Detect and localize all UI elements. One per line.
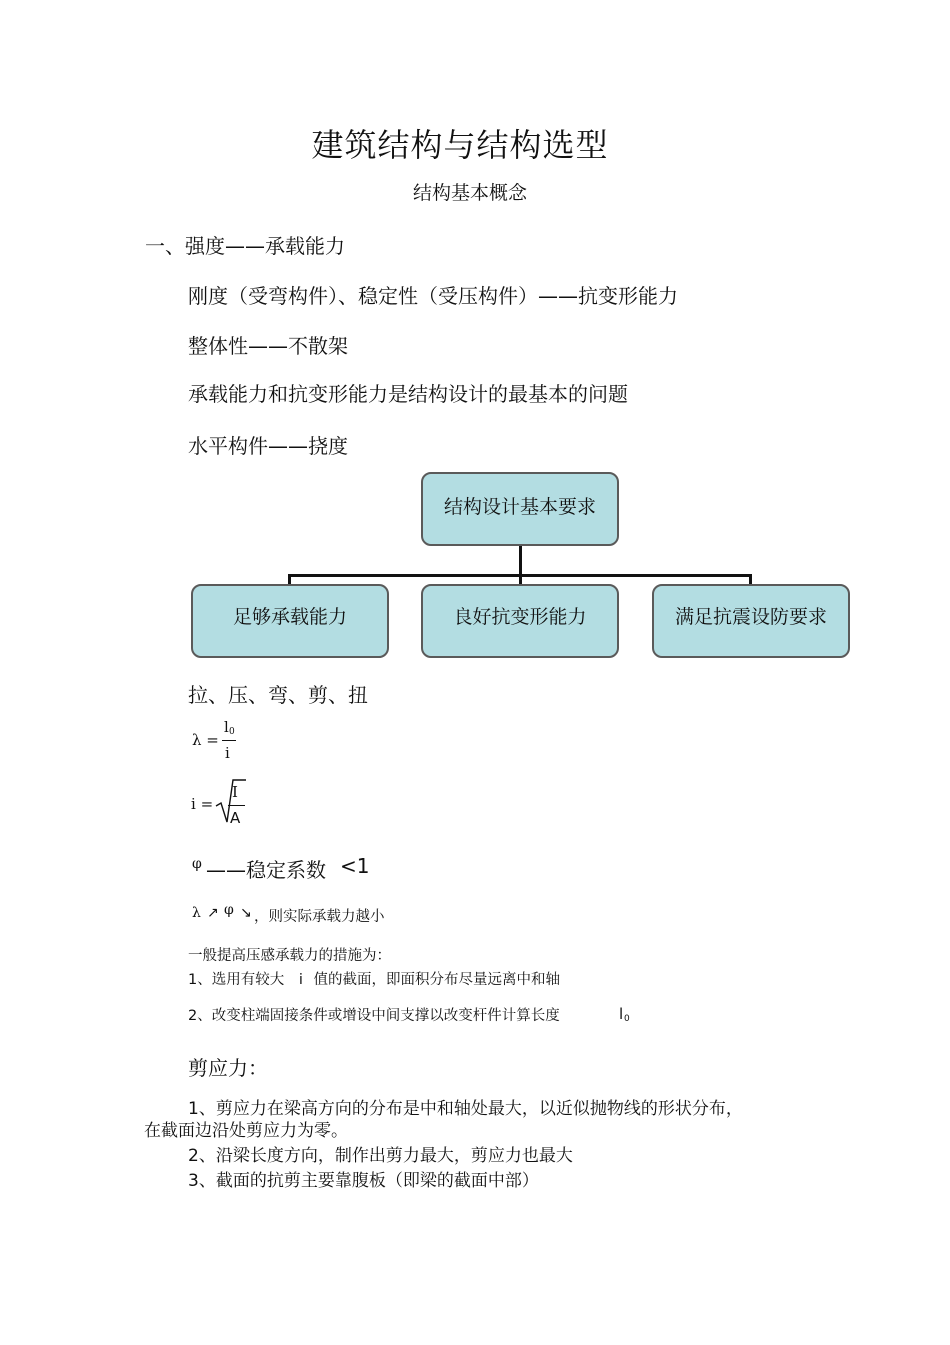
arrow-down-icon: ↘	[240, 905, 252, 921]
fraction-bar	[222, 740, 236, 741]
shear-item: 1、剪应力在梁高方向的分布是中和轴处最大，以近似抛物线的形状分布，	[188, 1099, 743, 1119]
phi-symbol: φ	[224, 902, 234, 918]
section1-line: 承载能力和抗变形能力是结构设计的最基本的问题	[188, 382, 628, 406]
formula-numerator: I	[232, 783, 238, 801]
formula-lhs: λ =	[192, 731, 219, 749]
shear-item-continued: 在截面边沿处剪应力为零。	[144, 1121, 348, 1141]
connector-line	[519, 574, 522, 584]
shear-item: 3、截面的抗剪主要靠腹板（即梁的截面中部）	[188, 1171, 539, 1191]
formula-lhs: i =	[191, 795, 214, 813]
variable-i: i	[298, 972, 303, 988]
fraction-bar	[228, 805, 245, 806]
shear-heading: 剪应力：	[188, 1056, 268, 1080]
arrow-up-icon: ↗	[207, 905, 219, 921]
formula-subscript: 0	[229, 727, 235, 737]
formula-denominator: A	[230, 809, 241, 827]
connector-line	[519, 546, 522, 574]
measures-item: 2、改变柱端固接条件或增设中间支撑以改变杆件计算长度	[188, 1008, 560, 1024]
diagram-child-node: 良好抗变形能力	[421, 584, 619, 658]
variable-subscript: 0	[624, 1014, 630, 1024]
page-subtitle: 结构基本概念	[412, 182, 527, 204]
formula-denominator: i	[225, 744, 230, 762]
measures-item-text: 值的截面，即面积分布尽量远离中和轴	[313, 972, 560, 988]
diagram-child-node: 满足抗震设防要求	[652, 584, 850, 658]
section1-line: 刚度（受弯构件）、稳定性（受压构件）——抗变形能力	[188, 284, 678, 308]
connector-line	[288, 574, 291, 584]
phi-text: ——稳定系数	[206, 858, 326, 882]
shear-item: 2、沿梁长度方向，制作出剪力最大，剪应力也最大	[188, 1146, 573, 1166]
trend-text: ，则实际承载力越小	[254, 909, 385, 925]
measures-intro: 一般提高压感承载力的措施为：	[188, 948, 391, 964]
measures-item-text: 1、选用有较大	[188, 972, 285, 988]
force-types: 拉、压、弯、剪、扭	[188, 683, 368, 707]
formula-numerator: l	[224, 718, 229, 736]
lambda-symbol: λ	[192, 905, 201, 921]
diagram-child-node: 足够承载能力	[191, 584, 389, 658]
measures-item	[188, 968, 560, 989]
diagram-root-node: 结构设计基本要求	[421, 472, 619, 546]
section1-line: 整体性——不散架	[188, 334, 348, 358]
phi-condition: <1	[340, 854, 370, 878]
variable-l: l	[619, 1005, 624, 1023]
connector-line	[749, 574, 752, 584]
page-title: 建筑结构与结构选型	[311, 126, 609, 164]
section1-line: 水平构件——挠度	[188, 434, 348, 458]
section1-heading: 一、强度——承载能力	[145, 234, 345, 258]
phi-symbol: φ	[192, 856, 202, 872]
